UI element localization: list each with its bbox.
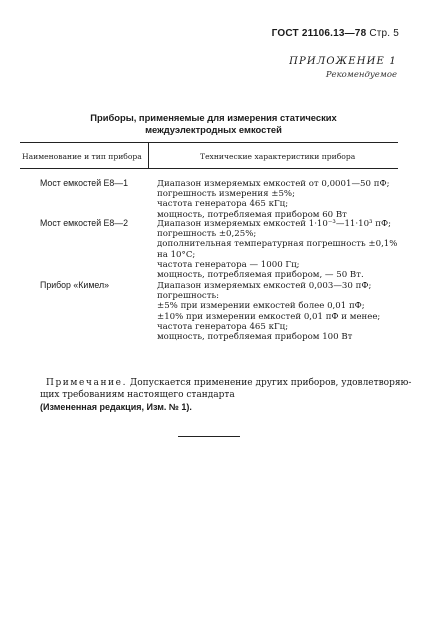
spec-line: погрешность ±0,25%; [157, 229, 257, 240]
note-line-1 [46, 378, 411, 388]
spec-line: мощность, потребляемая прибором 100 Вт [157, 332, 353, 343]
spec-line: частота генератора 465 кГц; [157, 321, 289, 332]
note-text: Допускается применение других приборов, удовлетворяю- [129, 378, 412, 388]
spec-line: частота генератора — 1000 Гц; [157, 259, 300, 270]
column-header-specs: Технические характеристики прибора [200, 152, 356, 161]
spec-line: Диапазон измеряемых емкостей 1·10⁻³—11·10³ пФ; [157, 219, 391, 229]
appendix-status: Рекомендуемое [325, 70, 397, 80]
instrument-name: Мост емкостей Е8—2 [40, 218, 128, 228]
spec-line: частота генератора 465 кГц; [157, 199, 289, 210]
spec-line: дополнительная температурная погрешность ±0,1% [157, 239, 398, 250]
page-number: Стр. 5 [369, 28, 399, 39]
spec-line: Диапазон измеряемых емкостей от 0,0001—50 пФ; [157, 179, 390, 189]
spec-line: ±5% при измерении емкостей более 0,01 пФ; [157, 301, 365, 312]
spec-line: погрешность измерения ±5%; [157, 189, 295, 200]
spec-line: мощность, потребляемая прибором, — 50 Вт. [157, 270, 364, 281]
page-header [272, 28, 399, 39]
closing-rule [178, 436, 240, 437]
standard-number: ГОСТ 21106.13—78 [271, 28, 367, 39]
column-header-name: Наименование и тип прибора [22, 152, 142, 161]
table-title-line-1: Приборы, применяемые для измерения статических [90, 112, 337, 123]
instrument-name: Прибор «Кимел» [40, 280, 110, 290]
table-header-rule [20, 168, 398, 169]
table-top-rule [20, 142, 398, 143]
spec-line: погрешность: [157, 291, 220, 302]
table-column-divider [148, 142, 149, 169]
instrument-specs [157, 281, 380, 342]
spec-line: Диапазон измеряемых емкостей 0,003—30 пФ; [157, 281, 372, 291]
instrument-name: Мост емкостей Е8—1 [40, 178, 128, 188]
revision-note: (Измененная редакция, Изм. № 1). [40, 402, 192, 412]
note-line-2: щих требованиям настоящего стандарта [40, 390, 235, 400]
note-label: Примечание. [46, 378, 128, 388]
spec-line: ±10% при измерении емкостей 0,01 пФ и менее; [157, 311, 381, 322]
spec-line: мощность, потребляемая прибором 60 Вт [157, 209, 347, 220]
instrument-specs [157, 219, 397, 280]
table-title-line-2: междуэлектродных емкостей [145, 124, 282, 135]
spec-line: на 10°С; [157, 249, 196, 260]
appendix-title: ПРИЛОЖЕНИЕ 1 [289, 56, 397, 67]
instrument-specs [157, 179, 389, 220]
